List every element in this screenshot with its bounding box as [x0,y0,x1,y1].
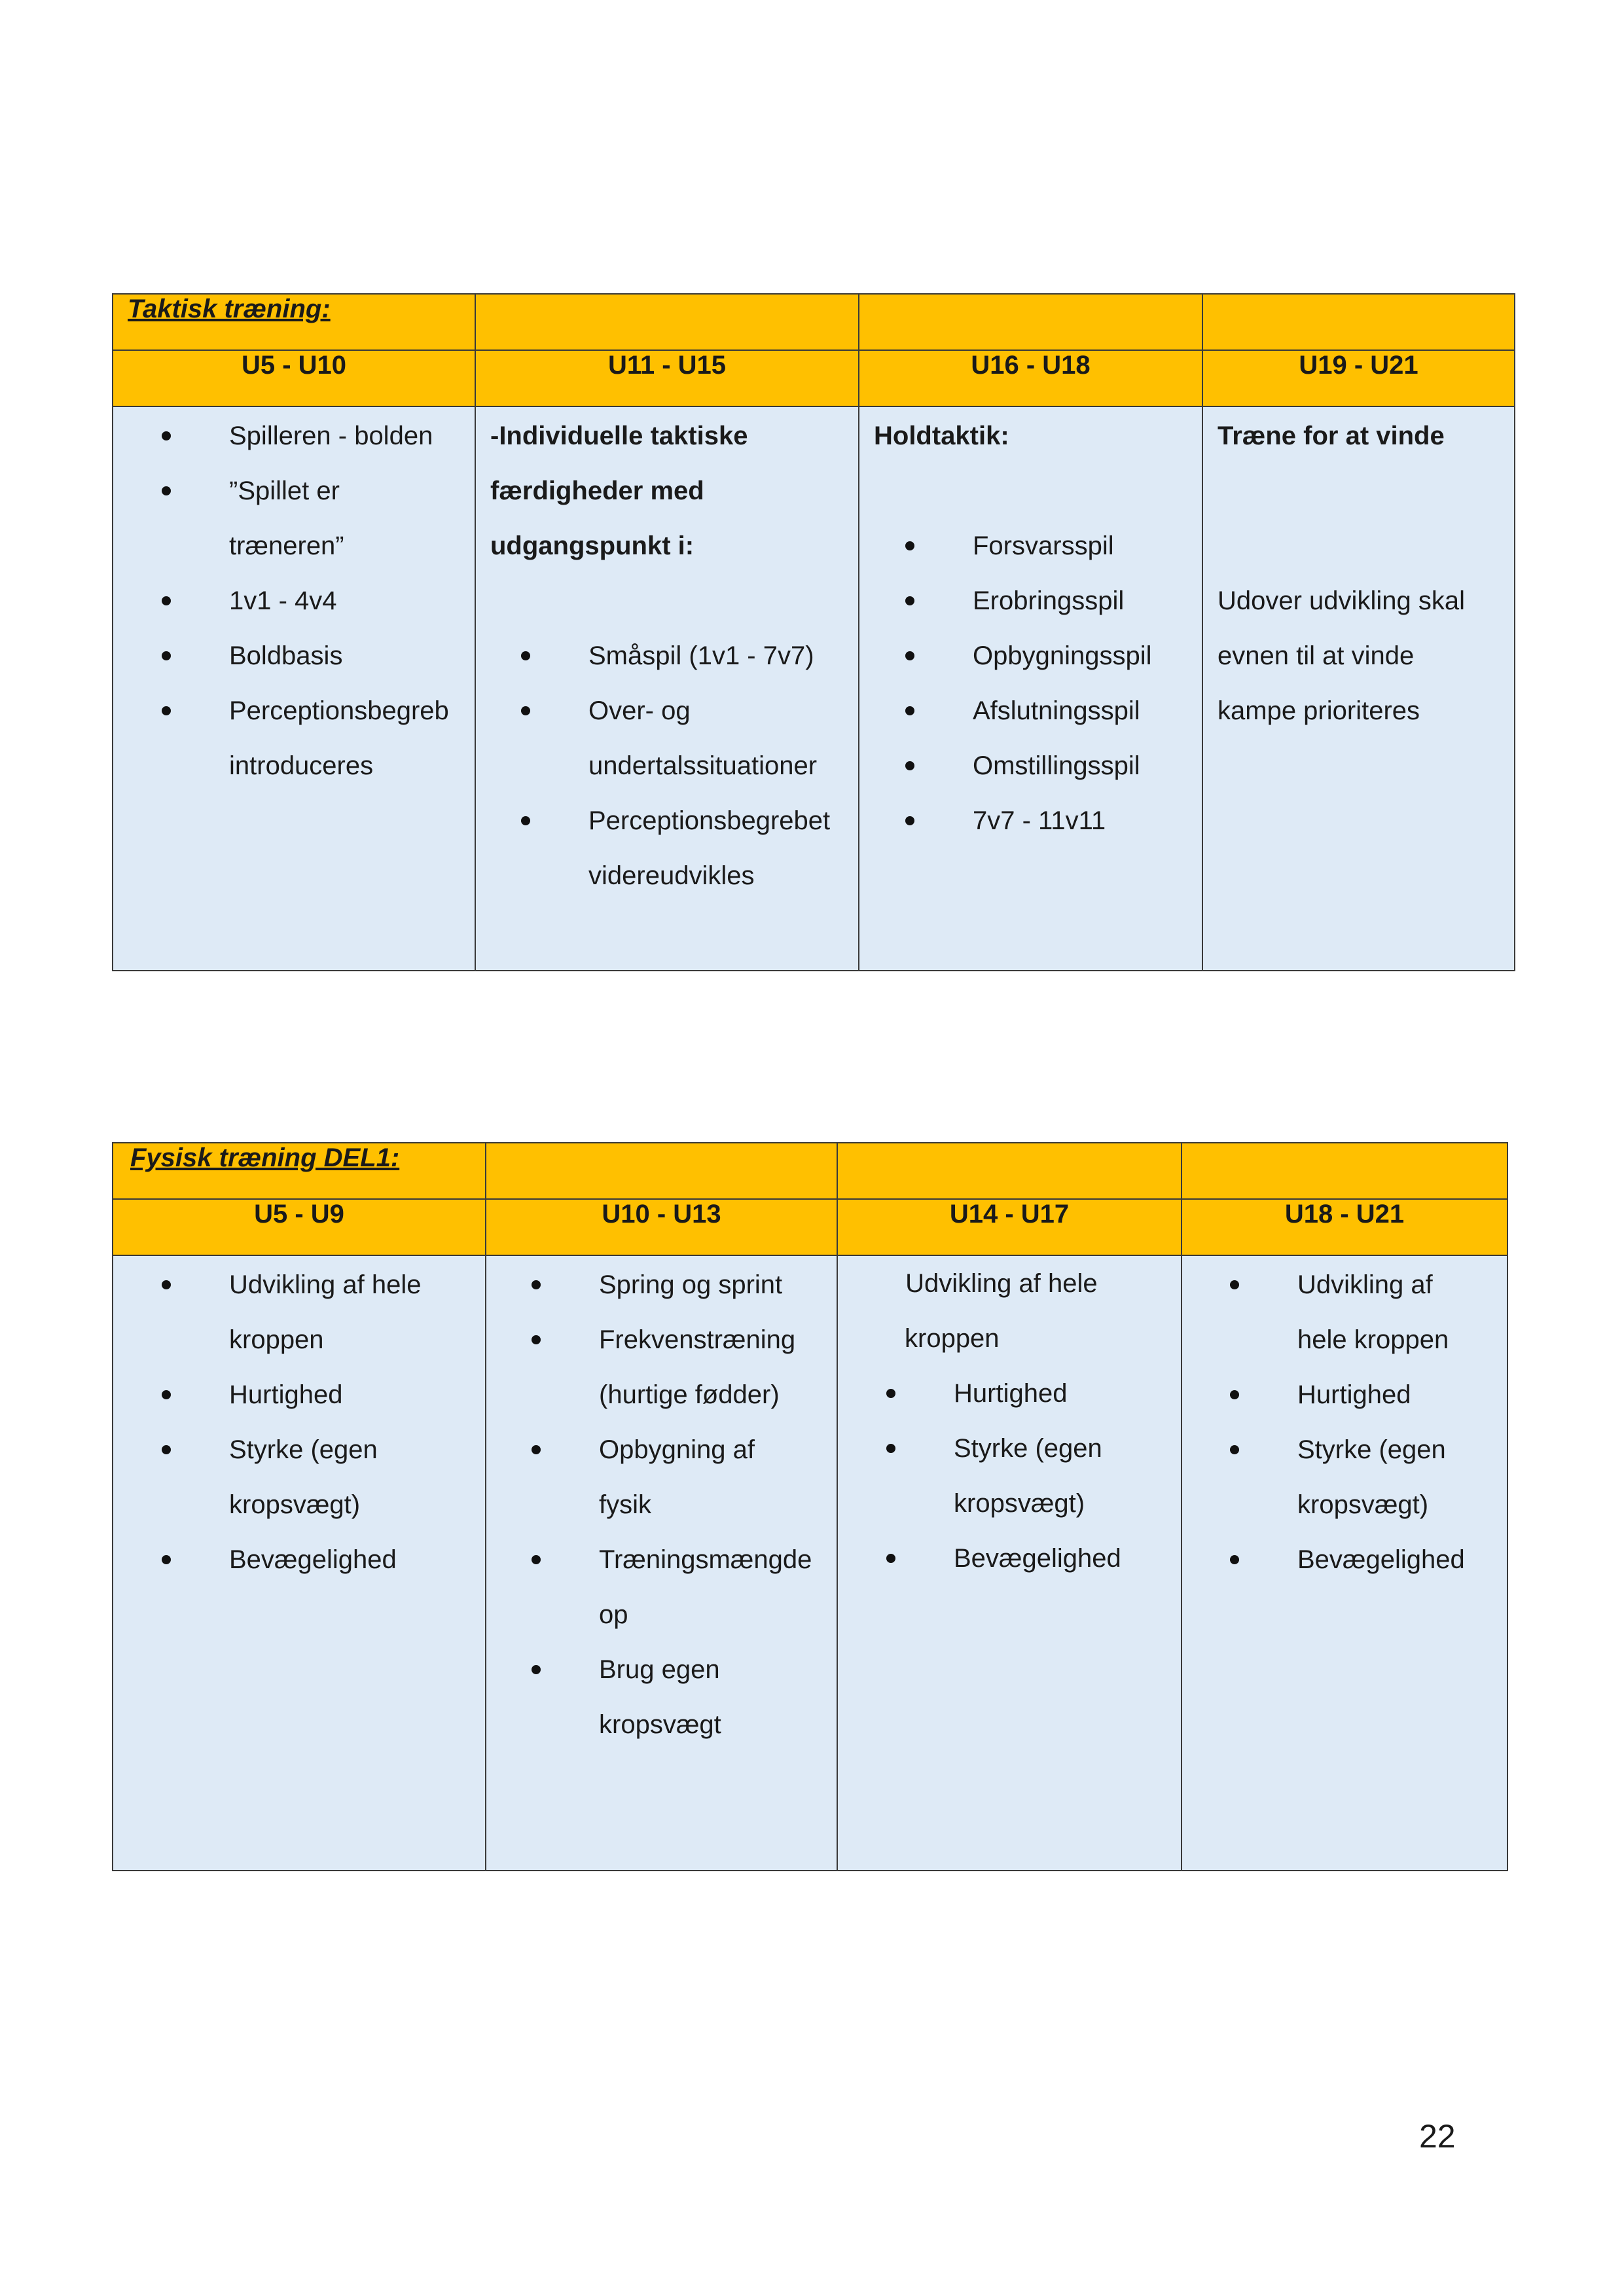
cell-intro: kroppen [905,1324,1000,1353]
bullet-list [476,793,858,848]
list-item: Hurtighed [1182,1367,1507,1422]
cell-u10-u13 [486,1255,837,1871]
cell-heading: Holdtaktik: [874,422,1009,450]
cell-intro: udgangspunkt i: [490,531,695,560]
cell-intro: færdigheder med [490,476,704,505]
list-item: Styrke (egen [113,1422,485,1477]
list-item: Frekvenstræning [486,1312,837,1367]
bullet-list [486,1256,837,1367]
column-header: U18 - U21 [1182,1199,1507,1255]
spacer [859,463,1202,518]
bullet-list [113,1367,485,1477]
list-item: Styrke (egen [1182,1422,1507,1477]
list-item: Bevægelighed [1182,1532,1507,1587]
cell-text: evnen til at vinde [1218,641,1415,670]
bullet-list [486,1532,837,1587]
list-item-continuation: kropsvægt) [1297,1490,1429,1519]
column-header: U10 - U13 [486,1199,837,1255]
cell-u5-u10 [113,406,475,971]
table-header-row [113,350,1515,406]
list-item: Småspil (1v1 - 7v7) [476,628,858,683]
list-item: Bevægelighed [838,1531,1181,1586]
list-item: Forsvarsspil [859,518,1202,573]
physical-training-table [112,1142,1508,1871]
list-item: Over- og [476,683,858,738]
cell-u16-u18 [859,406,1202,971]
list-item-continuation: op [599,1600,628,1629]
list-item: Opbygning af [486,1422,837,1477]
list-item: Hurtighed [838,1366,1181,1421]
list-item-continuation: træneren” [229,531,344,560]
spacer [476,573,858,628]
cell-u14-u17 [837,1255,1182,1871]
list-item: Perceptionsbegreb [113,683,475,738]
list-item: Brug egen [486,1642,837,1697]
cell-heading: Træne for at vinde [1218,422,1445,450]
bullet-list [1182,1532,1507,1587]
cell-text: Udover udvikling skal [1218,586,1465,615]
list-item: Udvikling af [1182,1257,1507,1312]
list-item-continuation: kropsvægt) [229,1490,361,1519]
cell-intro: Udvikling af hele [898,1269,1098,1298]
table-title-row [113,1143,1507,1199]
list-item-continuation: hele kroppen [1297,1325,1449,1354]
list-item: Bevægelighed [113,1532,485,1587]
table-body-row [113,1255,1507,1871]
list-item-continuation: kropsvægt [599,1710,721,1739]
list-item: Styrke (egen [838,1421,1181,1476]
bullet-list [838,1366,1181,1476]
bullet-list [486,1422,837,1477]
table-header-row [113,1199,1507,1255]
spacer [1203,463,1514,518]
list-item: Spring og sprint [486,1257,837,1312]
column-header: U5 - U9 [113,1199,486,1255]
list-item-continuation: kropsvægt) [954,1489,1085,1518]
section-title: Fysisk træning DEL1: [130,1143,400,1172]
bullet-list [1182,1367,1507,1477]
bullet-list [113,1532,485,1587]
section-title: Taktisk træning: [128,295,331,323]
column-header: U11 - U15 [475,350,859,406]
list-item: 1v1 - 4v4 [113,573,475,628]
column-header: U14 - U17 [837,1199,1182,1255]
cell-u19-u21 [1202,406,1515,971]
page-number: 22 [1419,2118,1456,2155]
bullet-list [113,573,475,738]
table-title-row [113,294,1515,350]
list-item: Spilleren - bolden [113,408,475,463]
bullet-list [486,1642,837,1697]
cell-u18-u21 [1182,1255,1507,1871]
bullet-list [859,518,1202,848]
cell-text: kampe prioriteres [1218,696,1420,725]
list-item: ”Spillet er [113,463,475,518]
list-item: Afslutningsspil [859,683,1202,738]
list-item: 7v7 - 11v11 [859,793,1202,848]
list-item-continuation: (hurtige fødder) [599,1380,780,1409]
list-item: Udvikling af hele [113,1257,485,1312]
bullet-list [113,1256,485,1312]
list-item-continuation: fysik [599,1490,651,1519]
cell-u5-u9 [113,1255,486,1871]
list-item: Perceptionsbegrebet [476,793,858,848]
cell-intro: -Individuelle taktiske [490,422,748,450]
column-header: U16 - U18 [859,350,1202,406]
list-item: Hurtighed [113,1367,485,1422]
list-item: Boldbasis [113,628,475,683]
bullet-list [476,628,858,738]
table-body-row [113,406,1515,971]
bullet-list [1182,1256,1507,1312]
list-item-continuation: kroppen [229,1325,324,1354]
list-item-continuation: videreudvikles [588,861,755,890]
spacer [1203,518,1514,573]
list-item-continuation: introduceres [229,751,374,780]
list-item: Omstillingsspil [859,738,1202,793]
tactical-training-table [112,293,1515,971]
list-item: Træningsmængde [486,1532,837,1587]
column-header: U19 - U21 [1202,350,1515,406]
list-item: Opbygningsspil [859,628,1202,683]
list-item-continuation: undertalssituationer [588,751,818,780]
bullet-list [838,1531,1181,1586]
list-item: Erobringsspil [859,573,1202,628]
cell-u11-u15 [475,406,859,971]
column-header: U5 - U10 [113,350,475,406]
bullet-list [113,407,475,518]
